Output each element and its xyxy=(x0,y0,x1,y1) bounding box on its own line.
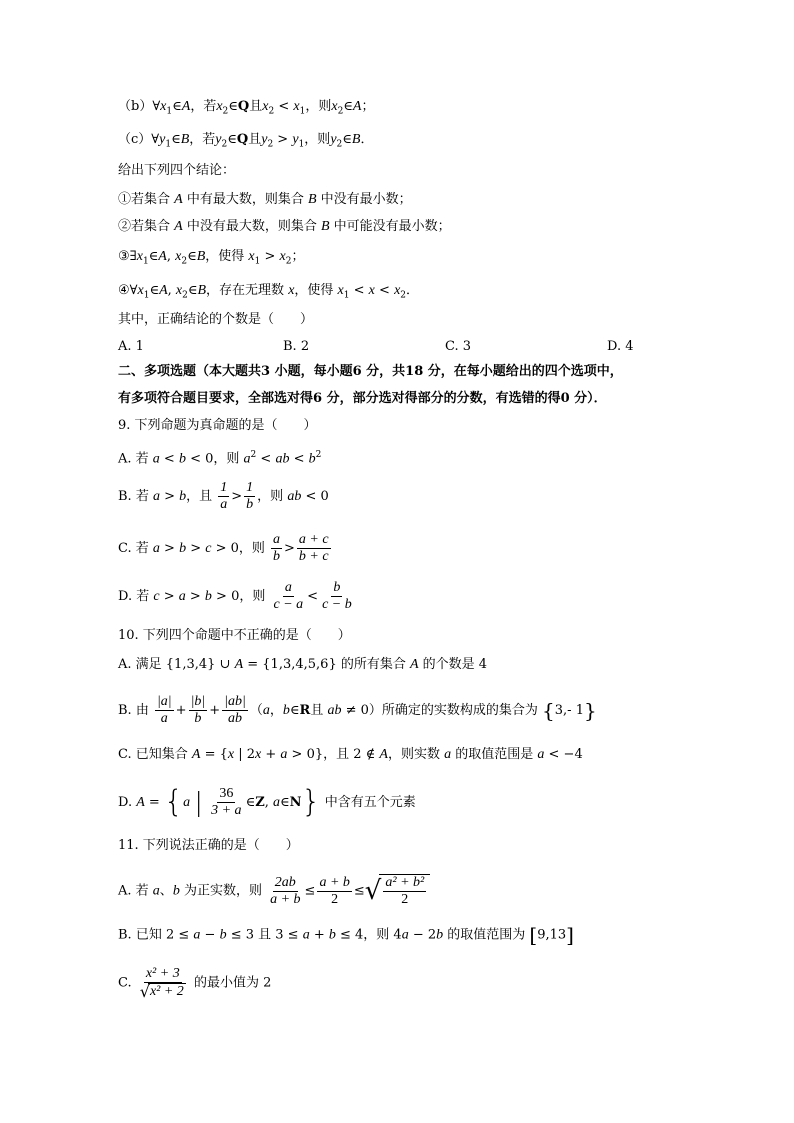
q9-option-d: D. 若 c > a > b > 0，则 $\frac{a}{c - a}$ < $\frac{b}{c - b}$ xyxy=(118,580,352,612)
q8-option-c: C. 3 xyxy=(445,339,472,354)
q8-option-a: A. 1 xyxy=(118,339,144,354)
q8-option-b: B. 2 xyxy=(283,339,310,354)
q11-stem: 11. 下列说法正确的是（ ） xyxy=(118,838,299,853)
q11-option-c: C. x² + 3 √ x² + 2 的最小值为 2 xyxy=(118,966,272,1001)
conclusion-1: ①若集合 A 中有最大数，则集合 B 中没有最小数； xyxy=(118,192,412,207)
q10-option-d: D. A = {a | $\frac{36}{3 + a}$ ∈Z, a∈N} 中含有五个元素 xyxy=(118,784,416,820)
q10-option-b: B. 由 $\frac{|a|}{a}$ + $\frac{|b|}{b}$ + $\frac{|ab|}{ab}$ （a，b∈R且 ab ≠ 0）所确定的实数构成的集合为 {3,- 1} xyxy=(118,694,597,726)
condition-b: $(b)\forall x_1\in A$，若$x_2\in Q$且$x_2 < x_1$，则$x_2\in A$； xyxy=(118,99,375,117)
conclusions-intro: 给出下列四个结论： xyxy=(118,163,236,178)
q10-option-c: C. 已知集合 A = {x | 2x + a > 0}，且 2 ∉ A，则实数 a 的取值范围是 a < −4 xyxy=(118,747,583,762)
conclusion-4: $④\forall x_1\in A$, $x_2\in B$，存在无理数 x，使得 $x_1 < x < x_2$． xyxy=(118,283,420,301)
q10-b-set: 3,- 1 xyxy=(554,703,584,718)
conclusion-3: $③\exists x_1\in A$, $x_2\in B$，使得 $x_1 > x_2$； xyxy=(118,249,305,267)
conclusion-2: ②若集合 A 中没有最大数，则集合 B 中可能没有最小数； xyxy=(118,219,451,234)
q8-option-d: D. 4 xyxy=(607,339,634,354)
q9-stem: 9. 下列命题为真命题的是（ ） xyxy=(118,418,317,433)
q11-b-range: 9,13 xyxy=(537,927,567,943)
q9-option-a: A. 若 a < b < 0，则 $a^2$ < ab < $b^2$ xyxy=(118,450,322,467)
q10-stem: 10. 下列四个命题中不正确的是（ ） xyxy=(118,628,351,643)
q11-option-b: B. 已知 2 ≤ a − b ≤ 3 且 3 ≤ a + b ≤ 4，则 4a − 2b 的取值范围为 [9,13] xyxy=(118,923,574,947)
q11-option-a: A. 若 a、b 为正实数，则 $\frac{2ab}{a + b}$ ≤ $\frac{a + b}{2}$ ≤ √ $\frac{\text{a² + b²}}{2}$ xyxy=(118,874,430,908)
condition-c: $(c)\forall y_1\in B$，若$y_2\in Q$且$y_2 > y_1$，则$y_2\in B$． xyxy=(118,132,374,150)
section2-heading-line1: 二、多项选题（本大题共3 小题，每小题6 分，共18 分，在每小题给出的四个选项中， xyxy=(118,364,623,379)
q8-ask: 其中，正确结论的个数是（ ） xyxy=(118,312,314,327)
q9-option-c: C. 若 a > b > c > 0，则 $\frac{a}{b}$ > $\frac{a + c}{b + c}$ xyxy=(118,532,329,564)
section2-heading-line2: 有多项符合题目要求，全部选对得6 分，部分选对得部分的分数，有选错的得0 分）． xyxy=(118,391,607,406)
q10-option-a: A. 满足 {1,3,4} ∪ A = {1,3,4,5,6} 的所有集合 A 的个数是 4 xyxy=(118,657,488,672)
q9-option-b: B. 若 a > b，且 $\frac{1}{a}$ > $\frac{1}{b}$ ，则 ab < 0 xyxy=(118,480,329,512)
